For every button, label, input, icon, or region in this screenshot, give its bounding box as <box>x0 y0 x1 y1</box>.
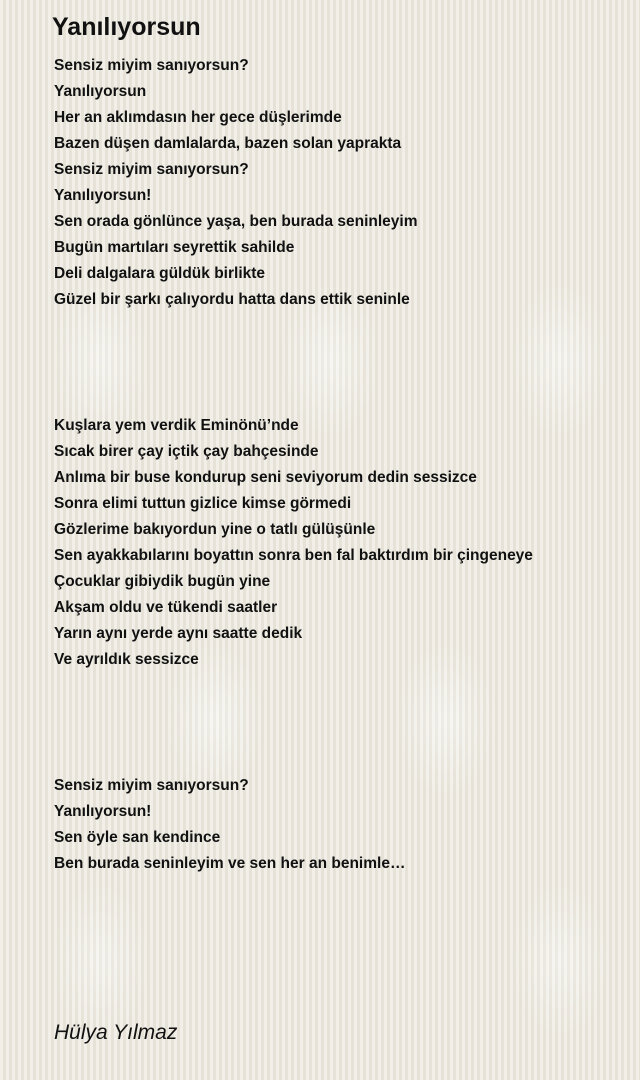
poem-line: Deli dalgalara güldük birlikte <box>54 265 266 282</box>
stanza-3 <box>54 773 405 877</box>
poem-line: Yanılıyorsun! <box>54 803 152 820</box>
poem-line: Sonra elimi tuttun gizlice kimse görmedi <box>54 495 352 512</box>
poem-line: Sensiz miyim sanıyorsun? <box>54 57 249 74</box>
poem-line: Sen orada gönlünce yaşa, ben burada seninleyim <box>54 213 418 230</box>
poem-line: Anlıma bir buse kondurup seni seviyorum dedin sessizce <box>54 469 477 486</box>
poem-line: Bazen düşen damlalarda, bazen solan yaprakta <box>54 135 402 152</box>
poem-line: Bugün martıları seyrettik sahilde <box>54 239 295 256</box>
poem-line: Gözlerime bakıyordun yine o tatlı gülüşünle <box>54 521 376 538</box>
poem-line: Güzel bir şarkı çalıyordu hatta dans ettik seninle <box>54 291 410 308</box>
stanza-1 <box>54 53 418 313</box>
poem-title: Yanılıyorsun <box>52 13 201 41</box>
poem-line: Akşam oldu ve tükendi saatler <box>54 599 278 616</box>
poem-line: Sen öyle san kendince <box>54 829 221 846</box>
poem-line: Yanılıyorsun! <box>54 187 152 204</box>
poem-line: Yanılıyorsun <box>54 83 147 100</box>
poem-line: Çocuklar gibiydik bugün yine <box>54 573 271 590</box>
poem-line: Yarın aynı yerde aynı saatte dedik <box>54 625 303 642</box>
stanza-2 <box>54 413 533 673</box>
poem-line: Kuşlara yem verdik Eminönü’nde <box>54 417 299 434</box>
poem-line: Sen ayakkabılarını boyattın sonra ben fal baktırdım bir çingeneye <box>54 547 533 564</box>
poem-line: Sensiz miyim sanıyorsun? <box>54 161 249 178</box>
poem-author: Hülya Yılmaz <box>54 1021 178 1044</box>
poem-line: Her an aklımdasın her gece düşlerimde <box>54 109 342 126</box>
poem-line: Sıcak birer çay içtik çay bahçesinde <box>54 443 319 460</box>
poem-line: Sensiz miyim sanıyorsun? <box>54 777 249 794</box>
poem-line: Ben burada seninleyim ve sen her an benimle… <box>54 855 406 872</box>
poem-line: Ve ayrıldık sessizce <box>54 651 199 668</box>
